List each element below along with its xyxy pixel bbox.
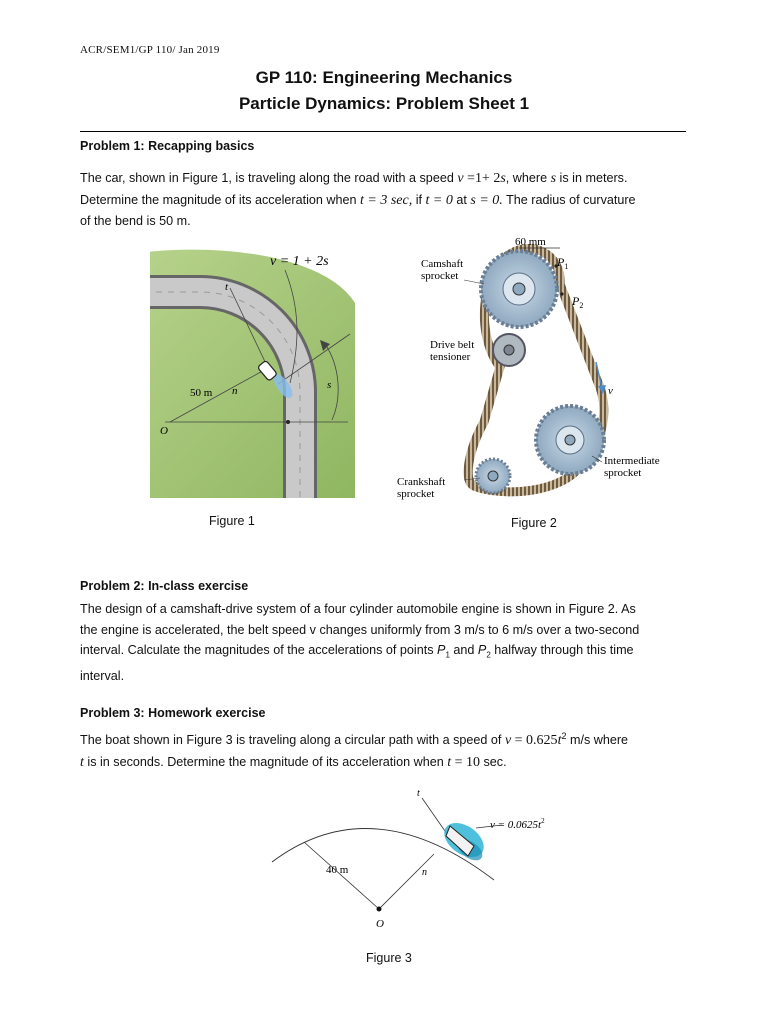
page-title: GP 110: Engineering Mechanics	[255, 68, 513, 87]
figure2-camshaft-label-1: Camshaft	[421, 258, 464, 270]
figure2-illustration	[392, 232, 717, 512]
camshaft-center	[513, 283, 525, 295]
problem2-text	[80, 599, 704, 687]
figure2-v-label: v	[608, 385, 613, 397]
figure3-illustration	[262, 782, 562, 932]
figure1-n-label: n	[232, 385, 238, 397]
figure1-t-label: t	[225, 281, 229, 293]
figure1-radius-label: 50 m	[190, 387, 213, 399]
document-code: ACR/SEM1/GP 110/ Jan 2019	[80, 44, 220, 56]
figure1-illustration	[150, 248, 362, 498]
figure2-tensioner-label-1: Drive belt	[430, 339, 475, 351]
problem2-line2: the engine is accelerated, the belt speed v changes uniformly from 3 m/s to 6 m/s over a two-second	[80, 622, 640, 637]
figure2-dimension-label: 60 mm	[515, 236, 546, 248]
intermediate-center	[565, 435, 575, 445]
center-point	[377, 907, 382, 912]
figure2-caption: Figure 2	[511, 516, 557, 530]
problem3-line2: t is in seconds. Determine the magnitude of its acceleration when t = 10 sec.	[80, 754, 507, 770]
problem1-line1: The car, shown in Figure 1, is traveling along the road with a speed v =1+ 2s, where s is in meters.	[80, 171, 628, 186]
problem3-text	[80, 726, 704, 773]
figure1-velocity-label: v = 1 + 2s	[270, 254, 329, 269]
problem2-heading: Problem 2: In-class exercise	[80, 579, 249, 593]
figure2-intermediate-label-2: sprocket	[604, 467, 642, 479]
point-marker	[286, 420, 290, 424]
problem1-line3: of the bend is 50 m.	[80, 214, 191, 228]
figure3-t-label: t	[417, 788, 420, 799]
figure3-velocity-label: $v = 0.0625t^2$	[490, 817, 545, 831]
figure3-origin-label: O	[376, 918, 384, 930]
figure2-p2-label: $P_2$	[572, 294, 584, 310]
problem3-line1: The boat shown in Figure 3 is traveling along a circular path with a speed of $v = 0.625t^2$ m/s where	[80, 731, 629, 749]
figure2-crankshaft-label-1: Crankshaft	[397, 476, 446, 488]
problem3-heading: Problem 3: Homework exercise	[80, 706, 266, 720]
figure1-s-label: s	[327, 379, 332, 391]
figure2-crankshaft-label-2: sprocket	[397, 488, 435, 500]
figure3-n-label: n	[422, 867, 427, 878]
figure2-camshaft-label-2: sprocket	[421, 270, 459, 282]
problem1-line2: Determine the magnitude of its acceleration when t = 3 sec, if t = 0 at s = 0. The radius of curvature	[80, 192, 636, 208]
figure2-tensioner-label-2: tensioner	[430, 351, 471, 363]
tensioner-center	[504, 345, 514, 355]
figure3-radius-label: 40 m	[326, 864, 349, 876]
figure1-origin-label: O	[160, 425, 168, 437]
problem2-line1: The design of a camshaft-drive system of a four cylinder automobile engine is shown in Figure 2. As	[80, 602, 636, 616]
p2-marker	[560, 292, 563, 295]
problem2-line3: interval. Calculate the magnitudes of the accelerations of points $P_1$ and $P_2$ halfway through this time	[80, 643, 634, 660]
figure2-p1-label: $P_1$	[557, 255, 569, 271]
figure3-caption: Figure 3	[366, 951, 412, 965]
title-divider	[80, 131, 686, 132]
figure1-caption: Figure 1	[209, 514, 255, 528]
problem1-heading: Problem 1: Recapping basics	[80, 139, 255, 153]
problem2-line4: interval.	[80, 669, 125, 684]
problem1-text	[80, 168, 704, 232]
page-subtitle: Particle Dynamics: Problem Sheet 1	[238, 94, 530, 113]
normal-line	[379, 854, 434, 909]
figure2-intermediate-label-1: Intermediate	[604, 455, 660, 467]
crankshaft-center	[488, 471, 498, 481]
